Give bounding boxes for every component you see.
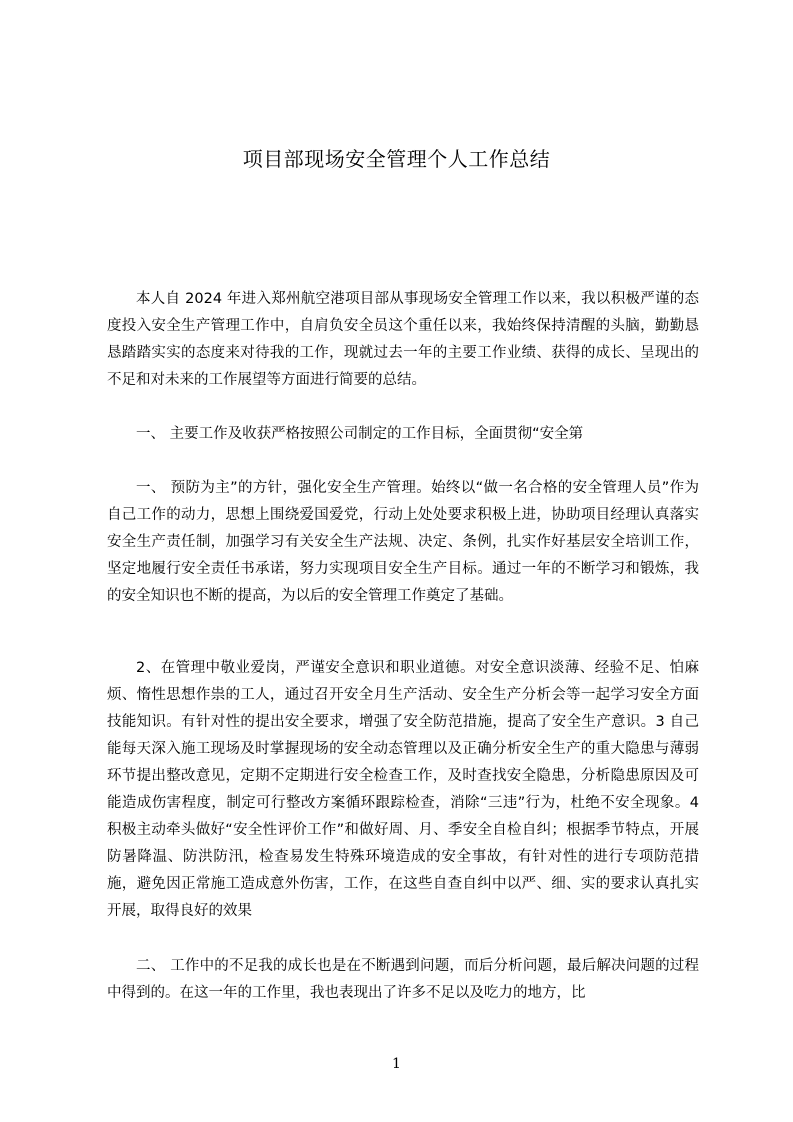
paragraph-section-one-body: 一、 预防为主”的方针，强化安全生产管理。始终以“做一名合格的安全管理人员”作为自己工作的动力，思想上围绕爱国爱党，行动上处处要求积极上进，协助项目经理认真落实安全生产责任制，加强学习有关安全生产法规、决定、条例，扎实作好基层安全培训工作，坚定地履行安全责任书承诺，努力实现项目安全生产目标。通过一年的不断学习和锻炼，我的安全知识也不断的提高，为以后的安全管理工作奠定了基础。 [107, 480, 699, 604]
paragraph-section-two: 二、 工作中的不足我的成长也是在不断遇到问题，而后分析问题，最后解决问题的过程中得到的。在这一年的工作里，我也表现出了许多不足以及吃力的地方，比 [107, 958, 699, 1001]
paragraph-management-details: 2、在管理中敬业爱岗，严谨安全意识和职业道德。对安全意识淡薄、经验不足、怕麻烦、惰性思想作祟的工人，通过召开安全月生产活动、安全生产分析会等一起学习安全方面技能知识。有针对性的提出安全要求，增强了安全防范措施，提高了安全生产意识。3 自己能每天深入施工现场及时掌握现场的安全动态管理以及正确分析安全生产的重大隐患与薄弱环节提出整改意见，定期不定期进行安全检查工作，及时查找安全隐患，分析隐患原因及可能造成伤害程度，制定可行整改方案循环跟踪检查，消除“三违”行为，杜绝不安全现象。4 积极主动牵头做好“安全性评价工作”和做好周、月、季安全自检自纠；根据季节特点，开展防暑降温、防洪防汛，检查易发生特殊环境造成的安全事故，有针对性的进行专项防范措施，避免因正常施工造成意外伤害，工作，在这些自查自纠中以严、细、实的要求认真扎实开展，取得良好的效果 [107, 660, 699, 919]
paragraph-section-one-heading: 一、 主要工作及收获严格按照公司制定的工作目标，全面贯彻“安全第 [136, 426, 584, 442]
document-title: 项目部现场安全管理个人工作总结 [242, 147, 551, 171]
paragraph-intro: 本人自 2024 年进入郑州航空港项目部从事现场安全管理工作以来，我以积极严谨的态度投入安全生产管理工作中，自肩负安全员这个重任以来，我始终保持清醒的头脑，勤勤恳恳踏踏实实的态度来对待我的工作，现就过去一年的主要工作业绩、获得的成长、呈现出的不足和对未来的工作展望等方面进行简要的总结。 [107, 291, 699, 388]
page-number: 1 [392, 1056, 401, 1072]
